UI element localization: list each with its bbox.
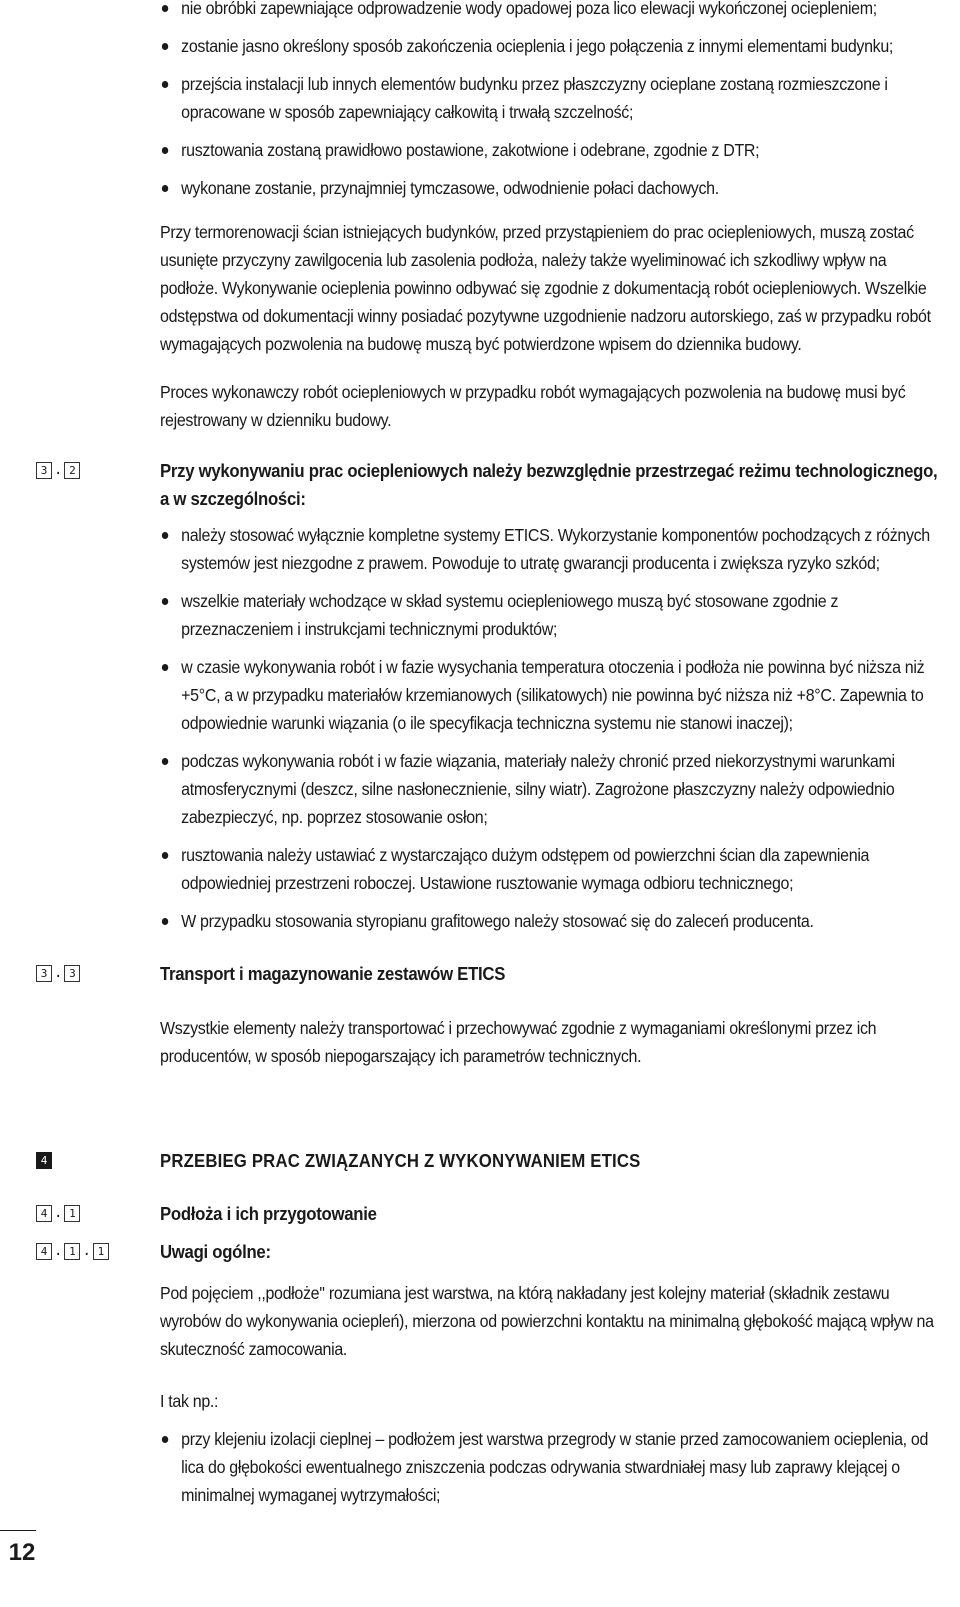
page-number-rule	[0, 1530, 36, 1531]
list-item: podczas wykonywania robót i w fazie wiązania, materiały należy chronić przed niekorzystnymi warunkami atmosferycznymi (deszcz, silne nasłonecznienie, silny wiatr). Zagrożone płaszczyzny należy odpowiednio zabezpieczyć, np. poprzez stosowanie osłon;	[160, 747, 940, 831]
section-digit: 2	[64, 462, 80, 479]
list-item: nie obróbki zapewniające odprowadzenie wody opadowej poza lico elewacji wykończonej ociepleniem;	[160, 0, 940, 22]
section-number-3-2	[36, 462, 80, 479]
section-digit: 1	[93, 1243, 109, 1260]
renovation-paragraph: Przy termorenowacji ścian istniejących budynków, przed przystąpieniem do prac ociepleniowych, muszą zostać usunięte przyczyny zawilgocenia lub zasolenia podłoża, należy także wyeliminować ich szkodliwy wpływ na podłoże. Wykonywanie ocieplenia powinno odbywać się zgodnie z dokumentacją robót ociepleniowych. Wszelkie odstępstwa od dokumentacji winny posiadać pozytywne uzgodnienie nadzoru autorskiego, zaś w przypadku robót wymagających pozwolenia na budowę muszą być potwierdzone wpisem do dziennika budowy.	[160, 222, 931, 354]
list-item: należy stosować wyłącznie kompletne systemy ETICS. Wykorzystanie komponentów pochodzących z różnych systemów jest niezgodne z prawem. Powoduje to utratę gwarancji producenta i zwiększa ryzyko szkód;	[160, 521, 940, 577]
section-number-4-1	[36, 1205, 80, 1222]
list-item: w czasie wykonywania robót i w fazie wysychania temperatura otoczenia i podłoża nie powinna być niższa niż +5°C, a w przypadku materiałów krzemianowych (silikatowych) nie powinna być niższa niż +8°C. Zapewnia to odpowiednie warunki wiązania (o ile specyfikacja techniczna systemu nie stanowi inaczej);	[160, 653, 940, 737]
section-digit: 3	[36, 462, 52, 479]
section-digit: 3	[36, 965, 52, 982]
list-item: zostanie jasno określony sposób zakończenia ocieplenia i jego połączenia z innymi elementami budynku;	[160, 32, 940, 60]
section-dot: .	[54, 1205, 63, 1221]
list-item: W przypadku stosowania styropianu grafitowego należy stosować się do zaleceń producenta.	[160, 907, 940, 935]
top-bullet-list	[160, 0, 940, 202]
section-digit: 1	[64, 1205, 80, 1222]
list-item: wszelkie materiały wchodzące w skład systemu ociepleniowego muszą być stosowane zgodnie z przeznaczeniem i instrukcjami technicznymi produktów;	[160, 587, 940, 643]
section-digit: 3	[64, 965, 80, 982]
section-title-4-1: Podłoża i ich przygotowanie	[160, 1204, 377, 1224]
page-number: 12	[8, 1539, 36, 1566]
section-title-3-2: Przy wykonywaniu prac ociepleniowych należy bezwzględnie przestrzegać reżimu technologicznego, a w szczególności:	[160, 461, 938, 509]
section-digit: 4	[36, 1152, 52, 1169]
section-digit: 4	[36, 1205, 52, 1222]
section-4-1-1-bullet-list	[160, 1425, 940, 1509]
section-number-3-3	[36, 965, 80, 982]
list-item: wykonane zostanie, przynajmniej tymczasowe, odwodnienie połaci dachowych.	[160, 174, 940, 202]
section-dot: .	[54, 462, 63, 478]
list-item: rusztowania należy ustawiać z wystarczająco dużym odstępem od powierzchni ścian dla zapewnienia odpowiedniej przestrzeni roboczej. Ustawione rusztowanie wymaga odbioru technicznego;	[160, 841, 940, 897]
section-title-4-1-1: Uwagi ogólne:	[160, 1242, 271, 1262]
chapter-title-4: PRZEBIEG PRAC ZWIĄZANYCH Z WYKONYWANIEM ETICS	[160, 1151, 641, 1171]
section-3-3-text: Wszystkie elementy należy transportować i przechowywać zgodnie z wymaganiami określonymi przez ich producentów, w sposób niepogarszający ich parametrów technicznych.	[160, 1018, 877, 1066]
list-item: przy klejeniu izolacji cieplnej – podłożem jest warstwa przegrody w stanie przed zamocowaniem ocieplenia, od lica do głębokości ewentualnego zniszczenia podczas odrywania stwardniałej masy lub zaprawy klejącej o minimalnej wymaganej wytrzymałości;	[160, 1425, 940, 1509]
process-paragraph: Proces wykonawczy robót ociepleniowych w przypadku robót wymagających pozwolenia na budowę musi być rejestrowany w dzienniku budowy.	[160, 382, 906, 430]
list-item: przejścia instalacji lub innych elementów budynku przez płaszczyzny ocieplane zostaną rozmieszczone i opracowane w sposób zapewniający całkowitą i trwałą szczelność;	[160, 70, 940, 126]
example-intro: I tak np.:	[160, 1391, 219, 1411]
section-digit: 1	[64, 1243, 80, 1260]
list-item: rusztowania zostaną prawidłowo postawione, zakotwione i odebrane, zgodnie z DTR;	[160, 136, 940, 164]
section-3-2-bullet-list	[160, 521, 940, 935]
section-4-1-1-text: Pod pojęciem ,,podłoże'' rozumiana jest warstwa, na którą nakładany jest kolejny materiał (składnik zestawu wyrobów do wykonywania ociepleń), mierzona od powierzchni kontaktu na minimalną głębokość mającą wpływ na skuteczność zamocowania.	[160, 1283, 934, 1359]
section-dot: .	[82, 1243, 91, 1259]
section-title-3-3: Transport i magazynowanie zestawów ETICS	[160, 964, 506, 984]
section-number-4-1-1	[36, 1243, 109, 1260]
section-dot: .	[54, 965, 63, 981]
section-dot: .	[54, 1243, 63, 1259]
section-number-4	[36, 1152, 52, 1169]
section-digit: 4	[36, 1243, 52, 1260]
